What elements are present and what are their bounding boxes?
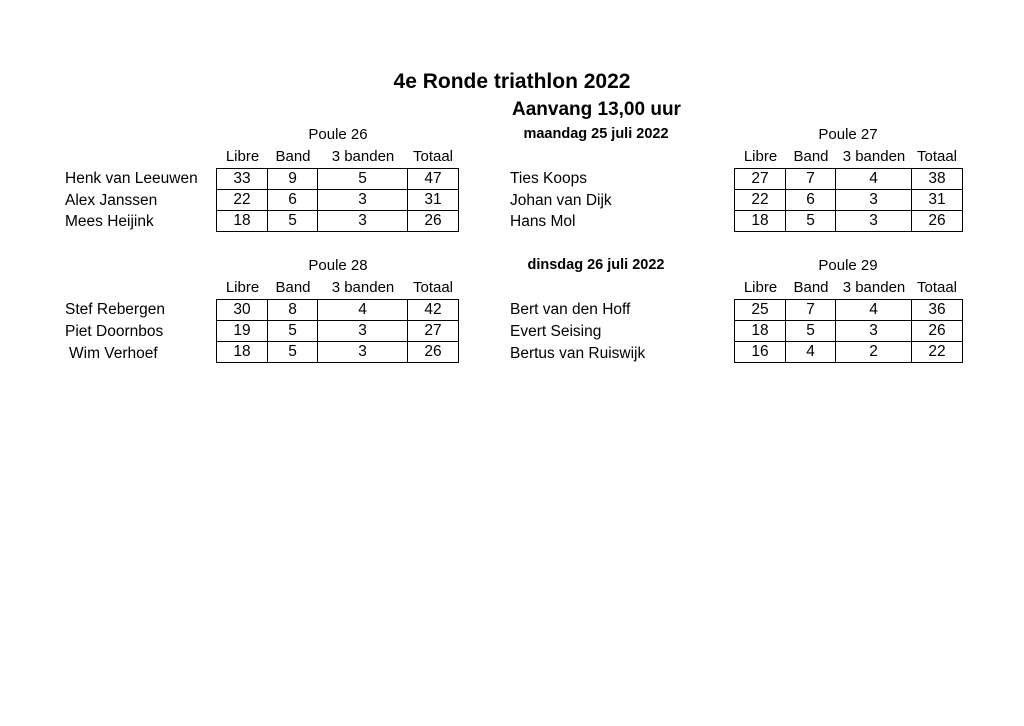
player-name: Henk van Leeuwen — [65, 170, 198, 187]
score-totaal: 38 — [912, 169, 963, 190]
score-band: 8 — [268, 300, 318, 321]
poule-27-scores — [734, 168, 963, 232]
table-row — [217, 169, 459, 190]
score-band: 7 — [786, 300, 836, 321]
col-totaal: Totaal — [412, 148, 454, 165]
score-libre: 18 — [217, 211, 268, 232]
poule-26-header — [217, 148, 458, 165]
col-3-banden: 3 banden — [842, 279, 906, 296]
score-totaal: 26 — [408, 342, 459, 363]
table-row — [217, 300, 459, 321]
player-name: Bertus van Ruiswijk — [510, 345, 646, 362]
score-3-banden: 3 — [836, 190, 912, 211]
player-name: Bert van den Hoff — [510, 301, 631, 318]
score-totaal: 27 — [408, 321, 459, 342]
score-3-banden: 3 — [318, 321, 408, 342]
poule-27-header — [735, 148, 962, 165]
score-libre: 18 — [217, 342, 268, 363]
score-totaal: 26 — [408, 211, 459, 232]
table-row — [217, 190, 459, 211]
table-row — [735, 190, 963, 211]
score-band: 5 — [268, 321, 318, 342]
score-totaal: 42 — [408, 300, 459, 321]
score-totaal: 26 — [912, 321, 963, 342]
poule-29-header — [735, 279, 962, 296]
poule-28-scores — [216, 299, 459, 363]
col-band: Band — [793, 279, 829, 296]
score-libre: 22 — [217, 190, 268, 211]
score-band: 9 — [268, 169, 318, 190]
score-3-banden: 3 — [318, 342, 408, 363]
table-row — [217, 321, 459, 342]
score-3-banden: 5 — [318, 169, 408, 190]
table-row — [735, 300, 963, 321]
player-name: Johan van Dijk — [510, 192, 612, 209]
player-name: Alex Janssen — [65, 192, 158, 209]
score-totaal: 36 — [912, 300, 963, 321]
score-3-banden: 3 — [836, 211, 912, 232]
day-label-monday: maandag 25 juli 2022 — [523, 126, 669, 142]
col-band: Band — [275, 279, 311, 296]
score-band: 7 — [786, 169, 836, 190]
score-totaal: 26 — [912, 211, 963, 232]
score-libre: 33 — [217, 169, 268, 190]
page-subtitle: Aanvang 13,00 uur — [512, 99, 681, 120]
score-libre: 18 — [735, 321, 786, 342]
score-libre: 25 — [735, 300, 786, 321]
score-3-banden: 3 — [318, 211, 408, 232]
table-row — [217, 211, 459, 232]
day-label-tuesday: dinsdag 26 juli 2022 — [527, 257, 665, 273]
score-libre: 30 — [217, 300, 268, 321]
score-band: 5 — [786, 211, 836, 232]
poule-29-scores — [734, 299, 963, 363]
score-libre: 18 — [735, 211, 786, 232]
score-band: 4 — [786, 342, 836, 363]
score-totaal: 47 — [408, 169, 459, 190]
table-row — [735, 211, 963, 232]
poule-27-label: Poule 27 — [818, 126, 878, 143]
score-band: 5 — [268, 342, 318, 363]
score-libre: 19 — [217, 321, 268, 342]
player-name: Ties Koops — [510, 170, 587, 187]
score-3-banden: 4 — [836, 169, 912, 190]
col-libre: Libre — [225, 148, 260, 165]
score-band: 5 — [786, 321, 836, 342]
score-libre: 16 — [735, 342, 786, 363]
table-row — [735, 321, 963, 342]
col-totaal: Totaal — [916, 279, 958, 296]
col-libre: Libre — [743, 279, 778, 296]
poule-29-label: Poule 29 — [818, 257, 878, 274]
col-totaal: Totaal — [412, 279, 454, 296]
col-band: Band — [275, 148, 311, 165]
page-title: 4e Ronde triathlon 2022 — [393, 70, 631, 93]
col-band: Band — [793, 148, 829, 165]
poule-28-label: Poule 28 — [308, 257, 368, 274]
score-libre: 22 — [735, 190, 786, 211]
score-band: 6 — [268, 190, 318, 211]
score-3-banden: 4 — [318, 300, 408, 321]
score-libre: 27 — [735, 169, 786, 190]
score-3-banden: 3 — [318, 190, 408, 211]
col-3-banden: 3 banden — [331, 279, 395, 296]
table-row — [735, 342, 963, 363]
score-3-banden: 4 — [836, 300, 912, 321]
col-totaal: Totaal — [916, 148, 958, 165]
player-name: Mees Heijink — [65, 213, 154, 230]
poule-26-label: Poule 26 — [308, 126, 368, 143]
score-totaal: 31 — [408, 190, 459, 211]
table-row — [735, 169, 963, 190]
poule-28-header — [217, 279, 458, 296]
score-3-banden: 2 — [836, 342, 912, 363]
poule-26-scores — [216, 168, 459, 232]
score-3-banden: 3 — [836, 321, 912, 342]
score-totaal: 31 — [912, 190, 963, 211]
player-name: Evert Seising — [510, 323, 602, 340]
player-name: Wim Verhoef — [69, 345, 158, 362]
score-totaal: 22 — [912, 342, 963, 363]
score-band: 5 — [268, 211, 318, 232]
col-3-banden: 3 banden — [842, 148, 906, 165]
col-libre: Libre — [225, 279, 260, 296]
player-name: Piet Doornbos — [65, 323, 164, 340]
table-row — [217, 342, 459, 363]
player-name: Stef Rebergen — [65, 301, 165, 318]
score-band: 6 — [786, 190, 836, 211]
player-name: Hans Mol — [510, 213, 576, 230]
col-libre: Libre — [743, 148, 778, 165]
col-3-banden: 3 banden — [331, 148, 395, 165]
